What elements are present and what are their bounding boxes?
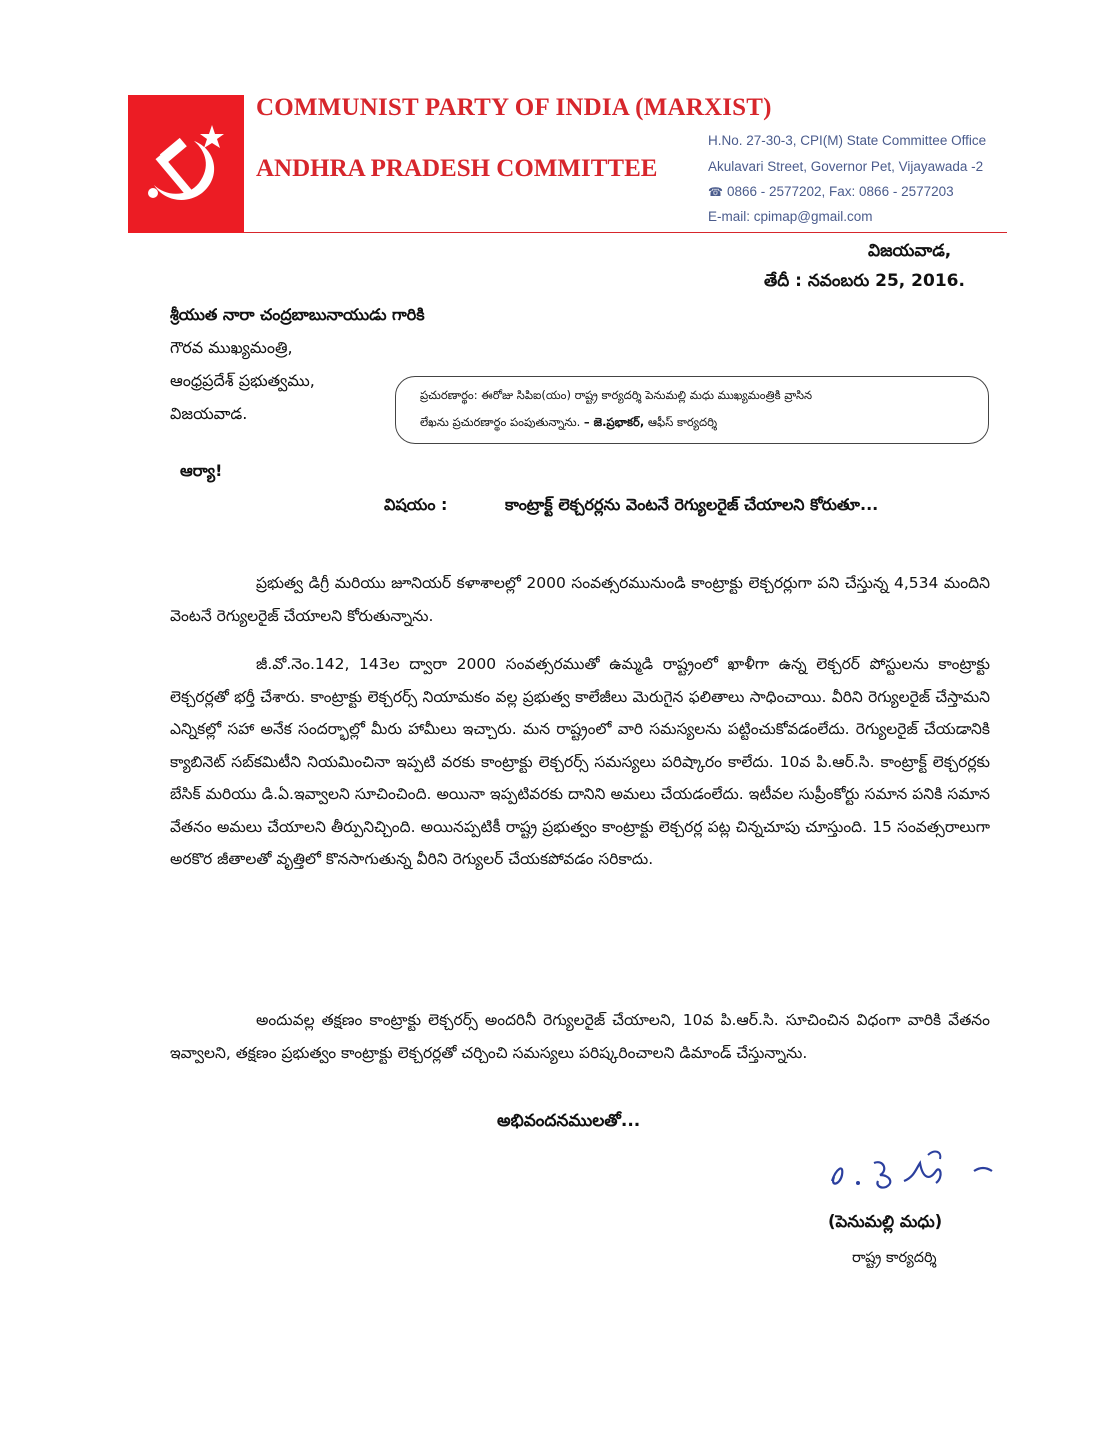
office-address-line1: H.No. 27-30-3, CPI(M) State Committee Office [708, 133, 987, 148]
body-paragraph-2: జీ.వో.నెం.142, 143ల ద్వారా 2000 సంవత్సరముతో ఉమ్మడి రాష్ట్రంలో ఖాళీగా ఉన్న లెక్చరర్ పోస్టులను కాంట్రాక్టు లెక్చరర్లతో భర్తీ చేశారు. కాంట్రాక్టు లెక్చరర్స్ నియామకం వల్ల ప్రభుత్వ కాలేజీలు మెరుగైన ఫలితాలు సాధించాయి. వీరిని రెగ్యులరైజ్ చేస్తామని ఎన్నికల్లో సహా అనేక సందర్భాల్లో మీరు హామీలు ఇచ్చారు. మన రాష్ట్రంలో వారి సమస్యలను పట్టించుకోవడంలేదు. రెగ్యులరైజ్ చేయడానికి క్యాబినెట్ సబ్‌కమిటీని నియమించినా ఇప్పటి వరకు కాంట్రాక్టు లెక్చరర్స్ సమస్యలు పరిష్కారం కాలేదు. 10వ పి.ఆర్.సి. కాంట్రాక్ట్ లెక్చరర్లకు బేసిక్ మరియు డి.ఏ.ఇవ్వాలని సూచించింది. అయినా ఇప్పటివరకు దానిని అమలు చేయడంలేదు. ఇటీవల సుప్రీంకోర్టు సమాన పనికి సమాన వేతనం అమలు చేయాలని తీర్పునిచ్చింది. అయినప్పటికీ రాష్ట్ర ప్రభుత్వం కాంట్రాక్టు లెక్చరర్ల పట్ల చిన్నచూపు చూస్తుంది. 15 సంవత్సరాలుగా అరకొర జీతాలతో వృత్తిలో కొనసాగుతున్న వీరిని రెగ్యులర్ చేయకపోవడం సరికాదు. [170, 655, 990, 868]
phone-icon: ☎ [708, 185, 723, 199]
committee-name: ANDHRA PRADESH COMMITTEE [256, 155, 658, 182]
press-note-role: ఆఫీస్ కార్యదర్శి [647, 415, 718, 429]
press-note-sender: – జె.ప్రభాకర్, [583, 415, 645, 429]
hammer-sickle-star-icon [136, 115, 236, 215]
office-phone [708, 184, 954, 199]
letter-date: తేదీ : నవంబరు 25, 2016. [764, 271, 965, 291]
press-note-box [395, 376, 989, 444]
addressee-designation: గౌరవ ముఖ్యమంత్రి, [170, 338, 293, 357]
press-note-line2 [420, 415, 717, 432]
signer-name: (పెనుమల్లి మధు) [828, 1212, 943, 1231]
salutation: ఆర్యా! [180, 461, 223, 480]
party-logo [128, 95, 244, 233]
party-name: COMMUNIST PARTY OF INDIA (MARXIST) [256, 94, 772, 121]
body-paragraph-1: ప్రభుత్వ డిగ్రీ మరియు జూనియర్ కళాశాలల్లో 2000 సంవత్సరమునుండి కాంట్రాక్టు లెక్చరర్లుగా పని చేస్తున్న 4,534 మందిని వెంటనే రెగ్యులరైజ్ చేయాలని కోరుతున్నాను. [170, 574, 990, 625]
letterhead-divider [244, 232, 1007, 233]
addressee-government: ఆంధ్రప్రదేశ్ ప్రభుత్వము, [170, 371, 315, 390]
body-paragraph-3: అందువల్ల తక్షణం కాంట్రాక్టు లెక్చరర్స్ అందరినీ రెగ్యులరైజ్ చేయాలని, 10వ పి.ఆర్.సి. సూచించిన విధంగా వారికి వేతనం ఇవ్వాలని, తక్షణం ప్రభుత్వం కాంట్రాక్టు లెక్చరర్లతో చర్చించి సమస్యలు పరిష్కరించాలని డిమాండ్ చేస్తున్నాను. [170, 1011, 990, 1062]
press-note-line1: ప్రచురణార్థం: ఈరోజు సిపిఐ(యం) రాష్ట్ర కార్యదర్శి పెనుమల్లి మధు ముఖ్యమంత్రికి వ్రాసిన [420, 388, 813, 402]
place: విజయవాడ, [868, 241, 952, 261]
addressee-name: శ్రీయుత నారా చంద్రబాబునాయుడు గారికి [170, 305, 425, 324]
signer-title: రాష్ట్ర కార్యదర్శి [852, 1250, 937, 1266]
office-address-line2: Akulavari Street, Governor Pet, Vijayawada -2 [708, 159, 984, 174]
press-note-text: లేఖను ప్రచురణార్థం పంపుతున్నాను. [420, 415, 581, 429]
closing-greeting: అభివందనములతో... [497, 1111, 641, 1131]
handwritten-signature [824, 1141, 1014, 1205]
subject-text: కాంట్రాక్ట్ లెక్చరర్లను వెంటనే రెగ్యులరైజ్ చేయాలని కోరుతూ... [505, 495, 879, 514]
addressee-city: విజయవాడ. [170, 404, 248, 423]
phone-fax-text: 0866 - 2577202, Fax: 0866 - 2577203 [726, 184, 954, 199]
subject-label: విషయం : [384, 495, 448, 514]
office-email: E-mail: cpimap@gmail.com [708, 209, 873, 224]
